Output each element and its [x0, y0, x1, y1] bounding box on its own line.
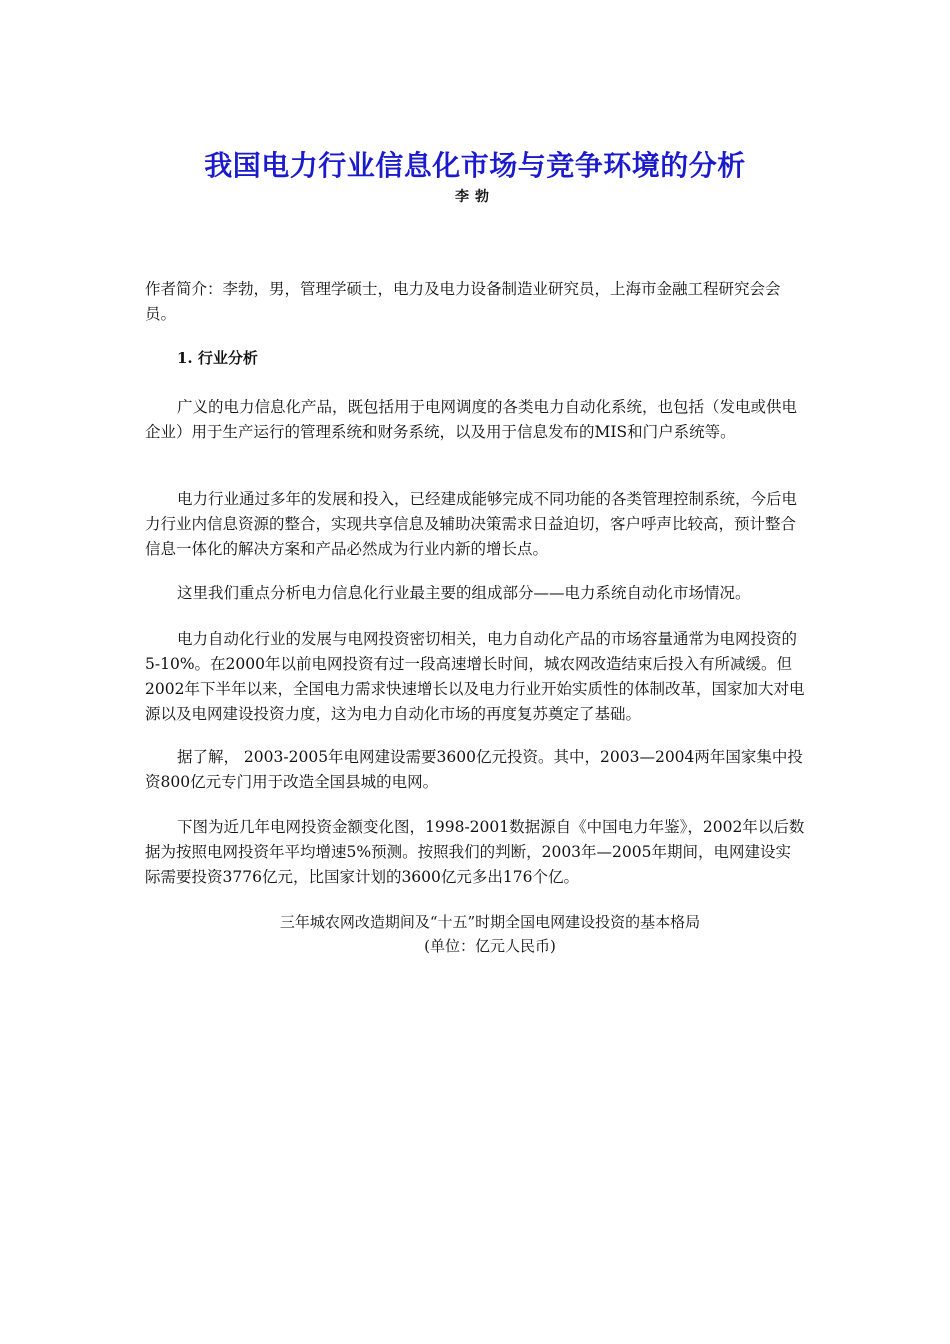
- paragraph: 这里我们重点分析电力信息化行业最主要的组成部分——电力系统自动化市场情况。: [177, 584, 751, 602]
- author-intro: 作者简介：李勃，男，管理学硕士，电力及电力设备制造业研究员，上海市金融工程研究会会员。: [145, 280, 781, 323]
- figure-caption: 三年城农网改造期间及“十五”时期全国电网建设投资的基本格局: [279, 913, 701, 931]
- paragraph: 广义的电力信息化产品，既包括用于电网调度的各类电力自动化系统，也包括（发电或供电企业）用于生产运行的管理系统和财务系统，以及用于信息发布的MIS和门户系统等。: [145, 398, 798, 441]
- paragraph: 电力行业通过多年的发展和投入，已经建成能够完成不同功能的各类管理控制系统，今后电力行业内信息资源的整合，实现共享信息及辅助决策需求日益迫切，客户呼声比较高，预计整合信息一体化的解决方案和产品必然成为行业内新的增长点。: [145, 490, 798, 558]
- document-title: 我国电力行业信息化市场与竞争环境的分析: [204, 149, 746, 182]
- figure-caption-unit: (单位：亿元人民币): [424, 937, 556, 955]
- paragraph: 据了解， 2003-2005年电网建设需要3600亿元投资。其中，2003—2004两年国家集中投资800亿元专门用于改造全国县城的电网。: [145, 748, 803, 791]
- paragraph: 下图为近几年电网投资金额变化图，1998-2001数据源自《中国电力年鉴》，2002年以后数据为按照电网投资年平均增速5%预测。按照我们的判断，2003年—2005年期间，电网建设实际需要投资3776亿元，比国家计划的3600亿元多出176个亿。: [145, 818, 805, 886]
- section-heading: 1. 行业分析: [177, 349, 258, 367]
- author-name: 李勃: [455, 189, 495, 205]
- paragraph: 电力自动化行业的发展与电网投资密切相关，电力自动化产品的市场容量通常为电网投资的5-10%。在2000年以前电网投资有过一段高速增长时间，城农网改造结束后投入有所减缓。但2002年下半年以来，全国电力需求快速增长以及电力行业开始实质性的体制改革，国家加大对电源以及电网建设投资力度，这为电力自动化市场的再度复苏奠定了基础。: [145, 630, 805, 723]
